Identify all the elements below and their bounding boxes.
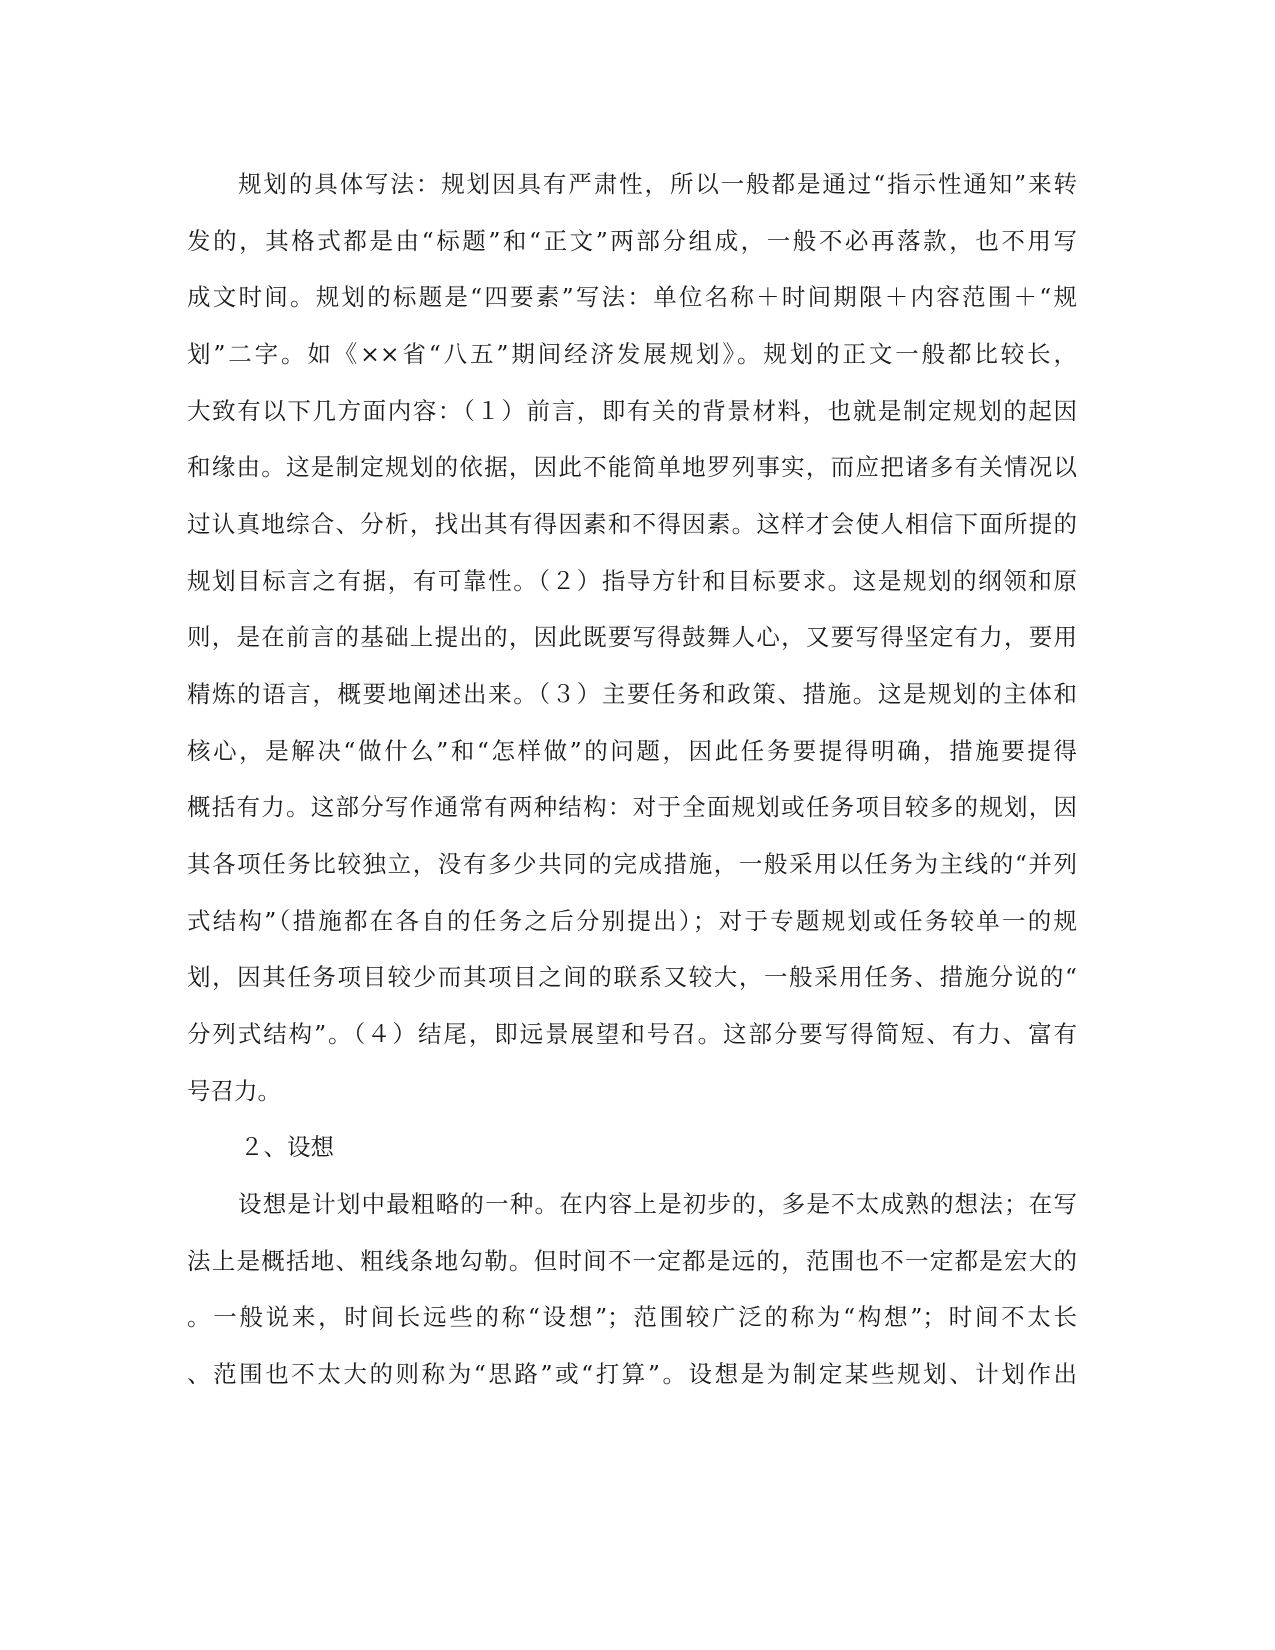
paragraph-1-line-3: 成文时间。规划的标题是“四要素”写法：单位名称＋时间期限＋内容范围＋“规 bbox=[187, 283, 1077, 311]
paragraph-2-line-2: 法上是概括地、粗线条地勾勒。但时间不一定都是远的，范围也不一定都是宏大的 bbox=[187, 1247, 1077, 1275]
paragraph-1-line-16: 分列式结构”。（４）结尾，即远景展望和号召。这部分要写得简短、有力、富有 bbox=[187, 1020, 1077, 1048]
paragraph-1-line-2: 发的，其格式都是由“标题”和“正文”两部分组成，一般不必再落款，也不用写 bbox=[187, 227, 1077, 255]
paragraph-1-line-7: 过认真地综合、分析，找出其有得因素和不得因素。这样才会使人相信下面所提的 bbox=[187, 510, 1077, 538]
paragraph-1-line-15: 划，因其任务项目较少而其项目之间的联系又较大，一般采用任务、措施分说的“ bbox=[187, 963, 1077, 991]
paragraph-1-line-14: 式结构”（措施都在各自的任务之后分别提出）；对于专题规划或任务较单一的规 bbox=[187, 907, 1077, 935]
section-heading: ２、设想 bbox=[240, 1133, 334, 1161]
paragraph-1-line-1: 规划的具体写法：规划因具有严肃性，所以一般都是通过“指示性通知”来转 bbox=[238, 170, 1077, 198]
paragraph-1-line-8: 规划目标言之有据，有可靠性。（２）指导方针和目标要求。这是规划的纲领和原 bbox=[187, 567, 1077, 595]
paragraph-1-line-10: 精炼的语言，概要地阐述出来。（３）主要任务和政策、措施。这是规划的主体和 bbox=[187, 680, 1077, 708]
paragraph-1-line-17: 号召力。 bbox=[187, 1077, 281, 1105]
paragraph-1-line-13: 其各项任务比较独立，没有多少共同的完成措施，一般采用以任务为主线的“并列 bbox=[187, 850, 1077, 878]
paragraph-2-line-4: 、范围也不太大的则称为“思路”或“打算”。设想是为制定某些规划、计划作出 bbox=[187, 1360, 1077, 1388]
paragraph-2-line-3: 。一般说来，时间长远些的称“设想”；范围较广泛的称为“构想”；时间不太长 bbox=[187, 1303, 1077, 1331]
paragraph-1-line-6: 和缘由。这是制定规划的依据，因此不能简单地罗列事实，而应把诸多有关情况以 bbox=[187, 453, 1077, 481]
paragraph-1-line-9: 则，是在前言的基础上提出的，因此既要写得鼓舞人心，又要写得坚定有力，要用 bbox=[187, 623, 1077, 651]
paragraph-1-line-5: 大致有以下几方面内容：（１）前言，即有关的背景材料，也就是制定规划的起因 bbox=[187, 397, 1077, 425]
paragraph-1-line-11: 核心，是解决“做什么”和“怎样做”的问题，因此任务要提得明确，措施要提得 bbox=[187, 737, 1077, 765]
paragraph-2-line-1: 设想是计划中最粗略的一种。在内容上是初步的，多是不太成熟的想法；在写 bbox=[238, 1190, 1077, 1218]
paragraph-1-line-4: 划”二字。如《××省“八五”期间经济发展规划》。规划的正文一般都比较长， bbox=[187, 340, 1077, 368]
paragraph-1-line-12: 概括有力。这部分写作通常有两种结构：对于全面规划或任务项目较多的规划，因 bbox=[187, 793, 1077, 821]
